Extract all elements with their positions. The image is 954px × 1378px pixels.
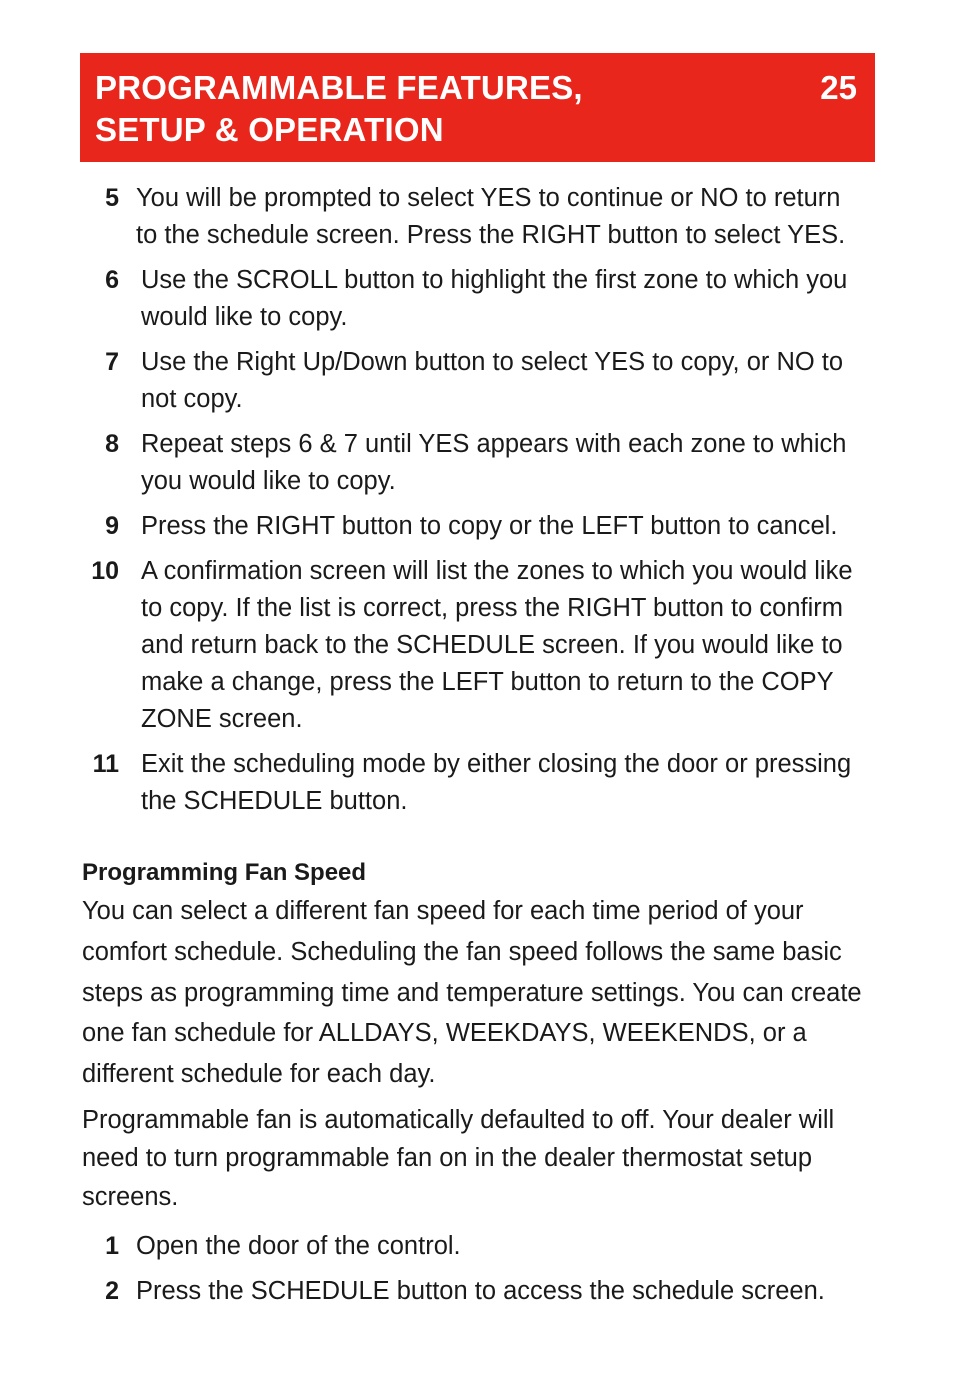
page-title-line-2: SETUP & OPERATION [95, 111, 444, 148]
step-text: Repeat steps 6 & 7 until YES appears with each zone to which you would like to copy. [141, 430, 847, 495]
step-number: 7 [105, 348, 119, 376]
step-text: Press the RIGHT button to copy or the LEFT button to cancel. [141, 512, 838, 540]
step-number: 1 [105, 1232, 119, 1260]
step-number: 9 [105, 512, 119, 540]
step-text: Exit the scheduling mode by either closing the door or pressing the SCHEDULE button. [141, 750, 852, 815]
step-number: 10 [91, 557, 119, 585]
page-title [95, 67, 583, 151]
page-header [80, 53, 875, 162]
paragraph: You can select a different fan speed for each time period of your comfort schedule. Scheduling the fan speed follows the same basic steps as programming time and temperature settings. You can create one fan schedule for ALLDAYS, WEEKDAYS, WEEKENDS, or a different schedule for each day. [82, 897, 862, 1089]
page-title-line-1: PROGRAMMABLE FEATURES, [95, 69, 583, 106]
step-number: 6 [105, 266, 119, 294]
step-item [0, 553, 954, 738]
step-number: 11 [92, 750, 119, 778]
step-text: Press the SCHEDULE button to access the schedule screen. [136, 1277, 825, 1305]
paragraph: Programmable fan is automatically defaulted to off. Your dealer will need to turn programmable fan on in the dealer thermostat setup screens. [82, 1105, 835, 1211]
step-number: 8 [105, 430, 119, 458]
step-item [0, 344, 954, 418]
step-item [0, 1273, 954, 1310]
step-text: Use the SCROLL button to highlight the first zone to which you would like to copy. [141, 266, 848, 331]
step-text: You will be prompted to select YES to continue or NO to return to the schedule screen. Press the RIGHT button to select YES. [136, 184, 846, 249]
step-number: 2 [105, 1277, 119, 1305]
step-text: A confirmation screen will list the zones to which you would like to copy. If the list is correct, press the RIGHT button to confirm and return back to the SCHEDULE screen. If you would like to make a change, press the LEFT button to return to the COPY ZONE screen. [141, 557, 853, 733]
step-item [0, 426, 954, 500]
page-number: 25 [820, 69, 857, 106]
step-item [0, 746, 954, 820]
step-item [0, 262, 954, 336]
step-item [0, 1228, 954, 1265]
section-heading: Programming Fan Speed [82, 859, 367, 886]
step-item [0, 508, 954, 545]
fan-speed-section [82, 855, 872, 1222]
step-text: Open the door of the control. [136, 1232, 461, 1260]
copy-zone-steps [0, 180, 954, 828]
step-item [0, 180, 954, 254]
step-text: Use the Right Up/Down button to select YES to copy, or NO to not copy. [141, 348, 844, 413]
step-number: 5 [105, 184, 119, 212]
fan-speed-steps [0, 1228, 954, 1318]
